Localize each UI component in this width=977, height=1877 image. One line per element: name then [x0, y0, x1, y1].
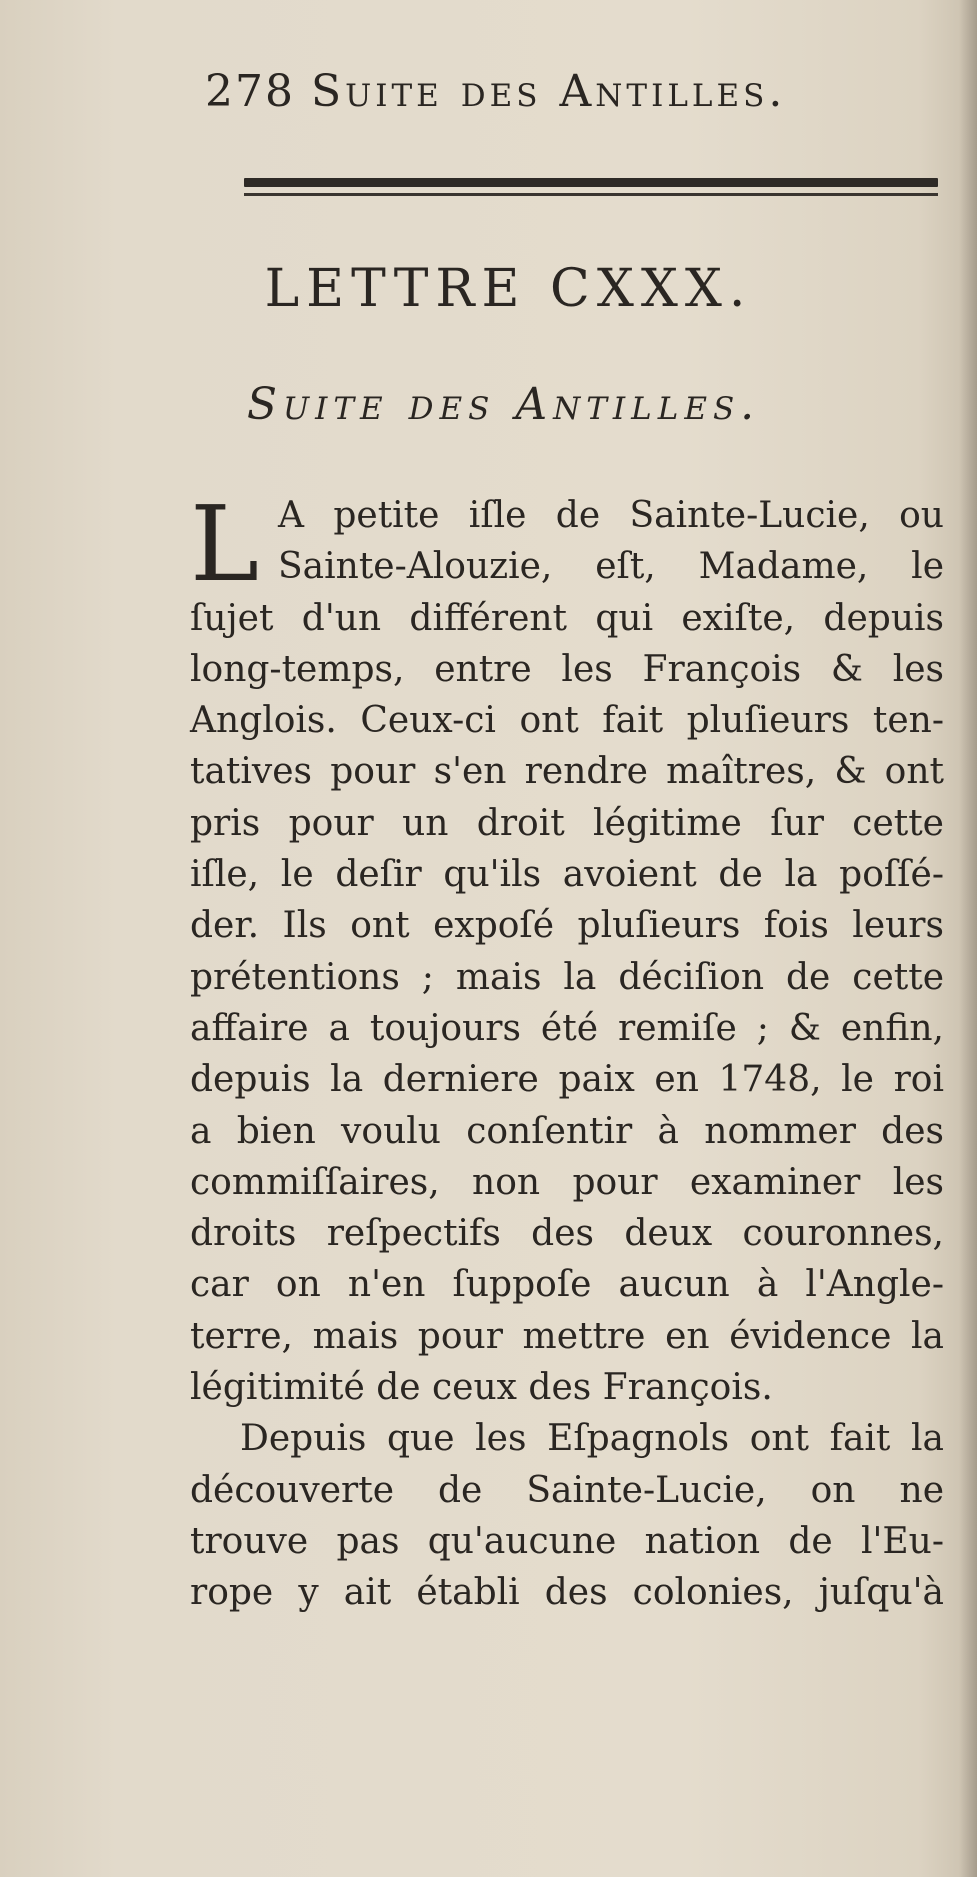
- header-rule: [244, 178, 938, 187]
- text-line: prétentions ; mais la déciſion de cette: [190, 956, 944, 998]
- header-rule-thin: [244, 193, 938, 196]
- text-line: rope y ait établi des colonies, juſqu'à: [190, 1572, 944, 1614]
- text-line: découverte de Sainte-Lucie, on ne: [190, 1469, 944, 1511]
- drop-cap: L: [190, 483, 260, 605]
- text-line: car on n'en ſuppoſe aucun à l'Angle-: [190, 1264, 944, 1306]
- text-line: a bien voulu conſentir à nommer des: [190, 1110, 944, 1152]
- text-line: der. Ils ont expoſé pluſieurs fois leurs: [190, 905, 944, 947]
- text-line: commiſſaires, non pour examiner les: [190, 1161, 944, 1203]
- text-line: iſle, le deſir qu'ils avoient de la poſſé-: [190, 854, 944, 896]
- text-line: long-temps, entre les François & les: [190, 648, 944, 690]
- text-line: affaire a toujours été remiſe ; & enfin,: [190, 1007, 944, 1049]
- text-line: Sainte-Alouzie, eſt, Madame, le: [278, 546, 944, 588]
- text-line: trouve pas qu'aucune nation de l'Eu-: [190, 1520, 944, 1562]
- text-line: tatives pour s'en rendre maîtres, & ont: [190, 751, 944, 793]
- page-number: 278: [205, 66, 295, 117]
- running-head-title: Suite des Antilles.: [310, 66, 787, 117]
- text-line: ſujet d'un différent qui exiſte, depuis: [190, 597, 944, 639]
- text-line: droits reſpectifs des deux couronnes,: [190, 1213, 944, 1255]
- text-line: terre, mais pour mettre en évidence la: [190, 1315, 944, 1357]
- letter-title: LETTRE CXXX.: [264, 259, 753, 319]
- text-line: depuis la derniere paix en 1748, le roi: [190, 1059, 944, 1101]
- body-text: [190, 483, 944, 1619]
- letter-subtitle: Suite des Antilles.: [246, 379, 761, 430]
- running-head: [205, 66, 787, 117]
- text-line: A petite iſle de Sainte-Lucie, ou: [278, 495, 944, 536]
- paragraph: [190, 1413, 944, 1618]
- text-line: pris pour un droit légitime ſur cette: [190, 802, 944, 844]
- text-line: Depuis que les Eſpagnols ont fait la: [240, 1418, 944, 1460]
- paragraph: [190, 483, 944, 1413]
- text-line: Anglois. Ceux-ci ont fait pluſieurs ten-: [190, 700, 944, 742]
- text-line: légitimité de ceux des François.: [190, 1367, 773, 1409]
